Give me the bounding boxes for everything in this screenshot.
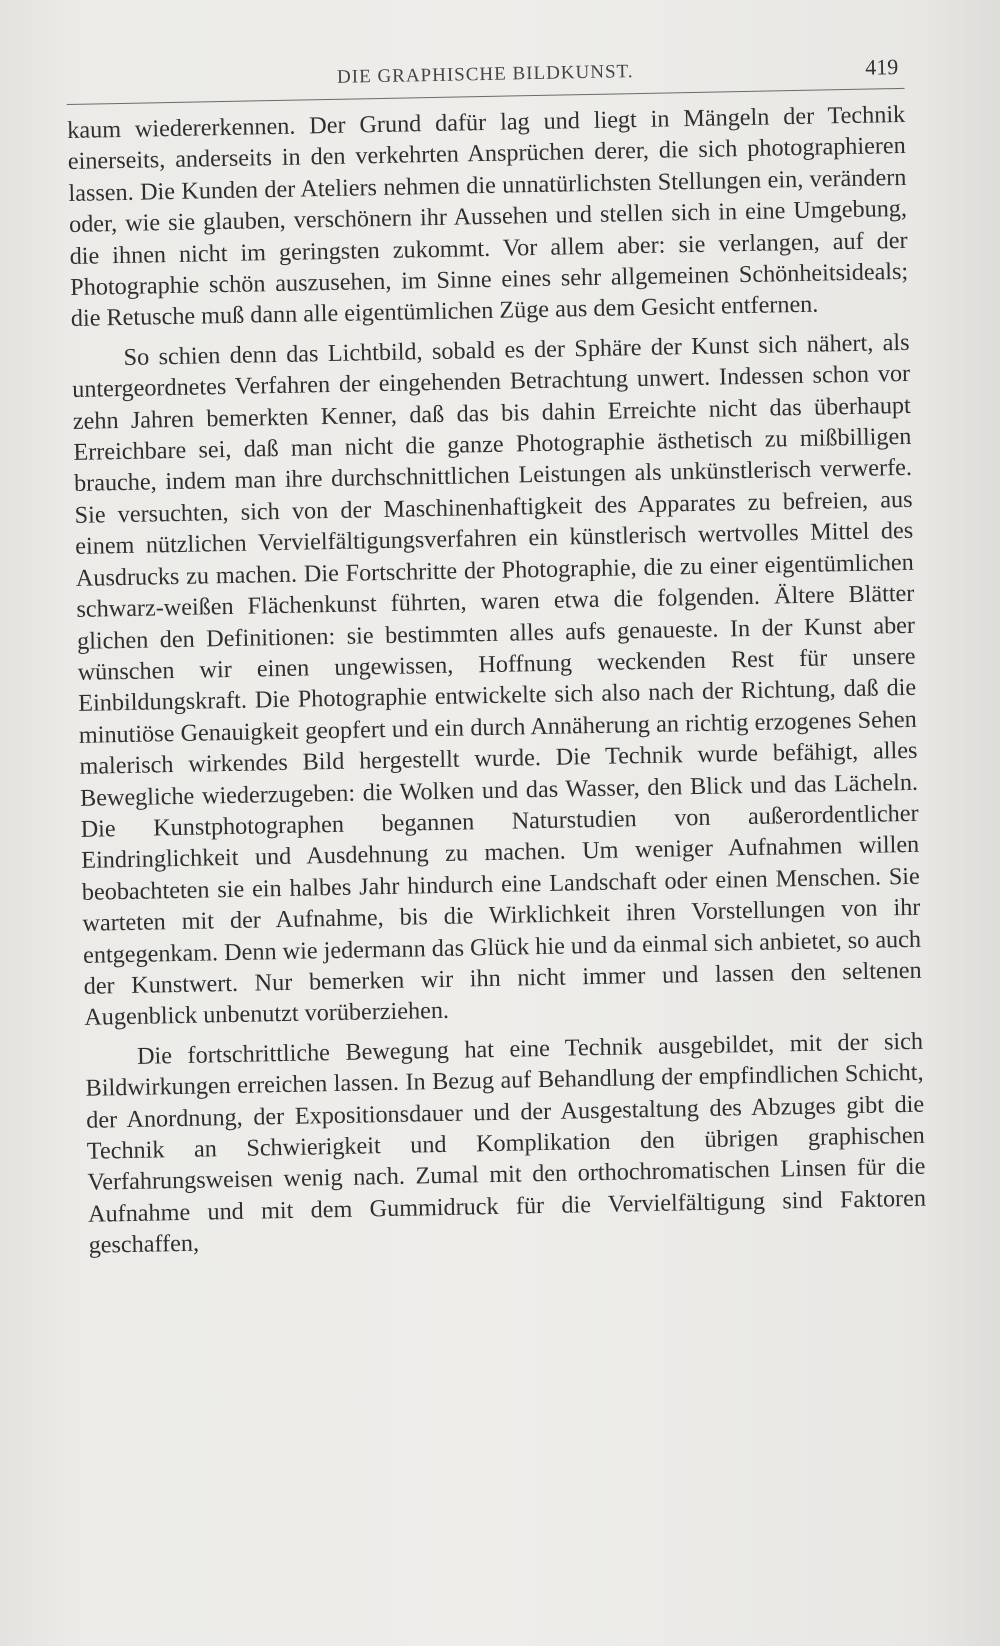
- body-text: [67, 99, 927, 1262]
- page-sheet: [66, 48, 927, 1261]
- running-header: [66, 48, 905, 105]
- paragraph: So schien denn das Lichtbild, sobald es der Sphäre der Kunst sich nähert, als untergeordnetes Verfahren der eingehenden Betrachtung unwert. Indessen schon vor zehn Jahren bemerkten Kenner, daß das bis dahin Erreichte nicht das überhaupt Erreichbare sei, daß man nicht die ganze Photographie ästhetisch zu mißbilligen brauche, indem man ihre durchschnittlichen Leistungen als unkünstlerisch verwerfe. Sie versuchten, sich von der Maschinenhaftigkeit des Apparates zu befreien, aus einem nützlichen Vervielfältigungsverfahren ein künstlerisch wertvolles Mittel des Ausdrucks zu machen. Die Fortschritte der Photographie, die zu einer eigentümlichen schwarz-weißen Flächenkunst führten, waren etwa die folgenden. Ältere Blätter glichen den Definitionen: sie bestimmten alles aufs genaueste. In der Kunst aber wünschen wir einen ungewissen, Hoffnung weckenden Rest für unsere Einbildungskraft. Die Photographie entwickelte sich also nach der Richtung, daß die minutiöse Genauigkeit geopfert und ein durch Annäherung an richtig erzogenes Sehen malerisch wirkendes Bild hergestellt wurde. Die Technik wurde befähigt, alles Bewegliche wiederzugeben: die Wolken und das Wasser, den Blick und das Lächeln. Die Kunstphotographen begannen Naturstudien von außerordentlicher Eindringlichkeit und Ausdehnung zu machen. Um weniger Aufnahmen willen beobachteten sie ein halbes Jahr hindurch eine Landschaft oder einen Menschen. Sie warteten mit der Aufnahme, bis die Wirklichkeit ihren Vorstellungen von ihr entgegenkam. Denn wie jedermann das Glück hie und da einmal sich anbietet, so auch der Kunstwert. Nur bemerken wir ihn nicht immer und lassen den seltenen Augenblick unbenutzt vorüberziehen.: [71, 328, 922, 1032]
- paragraph: Die fortschrittliche Bewegung hat eine Technik ausgebildet, mit der sich Bildwirkungen erreichen lassen. In Bezug auf Behandlung der empfindlichen Schicht, der Anordnung, der Expositionsdauer und der Ausgestaltung des Abzuges gibt die Technik an Schwierigkeit und Komplikation den übrigen graphischen Verfahrungsweisen wenig nach. Zumal mit den orthochromatischen Linsen für die Aufnahme und mit dem Gummidruck für die Vervielfältigung sind Faktoren geschaffen,: [85, 1027, 927, 1259]
- paragraph-continued: kaum wiedererkennen. Der Grund dafür lag und liegt in Mängeln der Technik einerseits, anderseits in den verkehrten Ansprüchen derer, die sich photographieren lassen. Die Kunden der Ateliers nehmen die unnatürlichsten Stellungen ein, verändern oder, wie sie glauben, verschönern ihr Aussehen und stellen sich in eine Umgebung, die ihnen nicht im geringsten zukommt. Vor allem aber: sie verlangen, auf der Photographie schön auszusehen, im Sinne eines sehr allgemeinen Schönheitsideals; die Retusche muß dann alle eigentümlichen Züge aus dem Gesicht entfernen.: [67, 100, 909, 333]
- running-title: DIE GRAPHISCHE BILDKUNST.: [336, 61, 634, 88]
- page-number: 419: [864, 54, 899, 80]
